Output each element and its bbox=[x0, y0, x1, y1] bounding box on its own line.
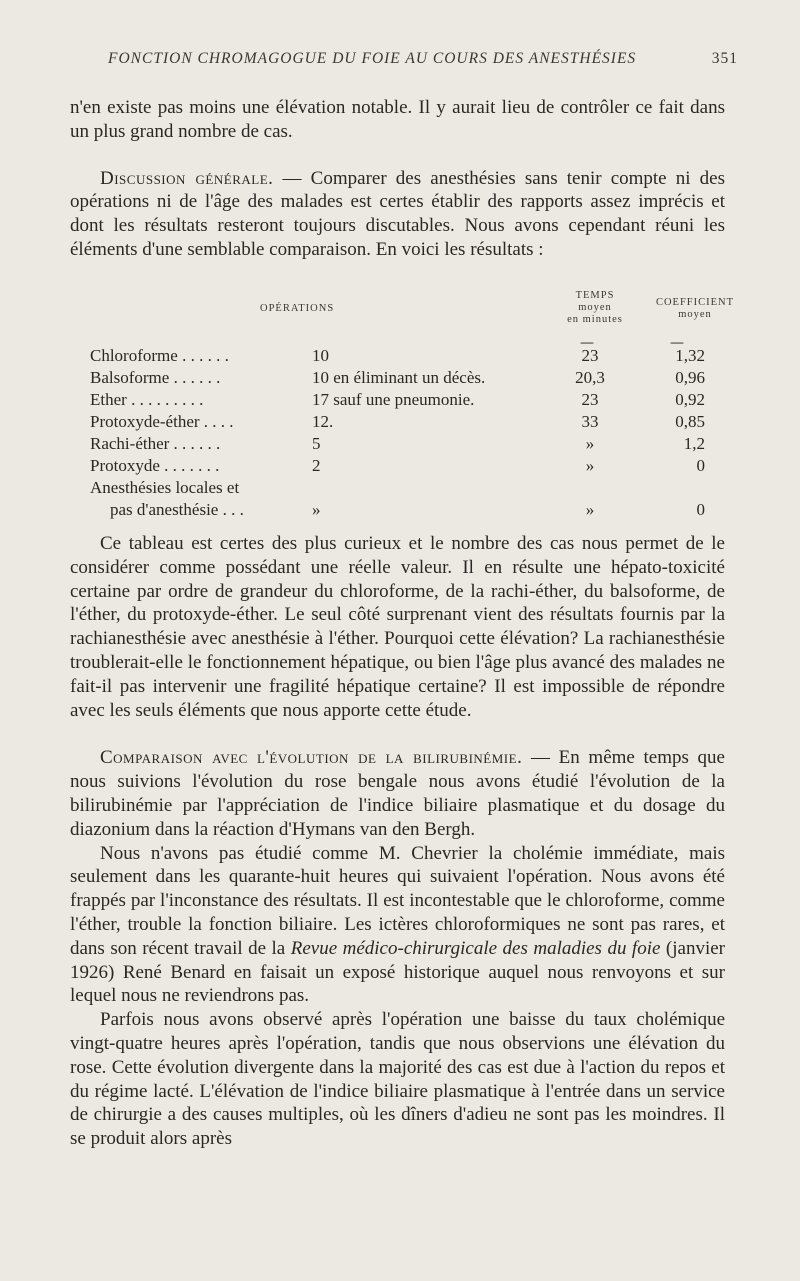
row-operations: 12. bbox=[312, 412, 334, 431]
section-heading-comparaison: Comparaison avec l'évolution de la bilirubinémie. bbox=[100, 747, 523, 769]
row-operations: 17 sauf une pneumonie. bbox=[312, 390, 475, 409]
text-block-bottom bbox=[70, 532, 725, 1151]
header-temps-line3: en minutes bbox=[567, 314, 623, 325]
paragraph-tableau: Ce tableau est certes des plus curieux et le nombre des cas nous permet de le considérer comme possédant une réelle valeur. Il en résulte une hépato-toxicité certaine par ordre de grandeur du chloroforme, de la rachi-éther, du balsoforme, de l'éther, du protoxyde-éther. Le seul côté surprenant vient des résultats fournis par la rachianesthésie avec anesthésie à l'éther. Pourquoi cette élévation? La rachianesthésie troublerait-elle le fonctionnement hépatique, ou bien l'âge plus avancé des malades ne fait-il pas intervenir une fragilité hépatique certaine? Il est impossible de répondre avec les seuls éléments que nous apporte cette étude. bbox=[70, 533, 725, 721]
comparaison-body: — En même temps que nous suivions l'évolution du rose bengale nous avons étudié l'évolution de la bilirubinémie par l'appréciation de l'indice biliaire plasmatique et du dosage du diazonium dans la réaction d'Hymans van den Bergh. bbox=[70, 747, 725, 840]
row-coefficient: 1,32 bbox=[675, 346, 705, 365]
row-temps: » bbox=[585, 434, 595, 453]
page-number: 351 bbox=[711, 50, 738, 67]
row-operations: 5 bbox=[312, 434, 321, 453]
row-temps: » bbox=[585, 500, 595, 519]
table-row bbox=[90, 367, 730, 389]
row-anesthetic: Ether . . . . . . . . . bbox=[90, 390, 204, 409]
chevrier-text-after: (janvier 1926) René Benard en faisait un exposé historique auquel nous renvoyons et sur lequel nous ne reviendrons pas. bbox=[70, 937, 725, 1007]
temps-dash: — bbox=[580, 335, 594, 351]
row-operations: 10 bbox=[312, 346, 329, 365]
row-anesthetic-line1: Anesthésies locales et bbox=[90, 478, 240, 497]
paragraph-continuation: n'en existe pas moins une élévation notable. Il y aurait lieu de contrôler ce fait dans un plus grand nombre de cas. bbox=[70, 97, 725, 142]
row-temps: 33 bbox=[581, 412, 599, 431]
row-coefficient: 0,92 bbox=[675, 390, 705, 409]
row-anesthetic-line2: pas d'anesthésie . . . bbox=[110, 500, 244, 519]
row-anesthetic: Chloroforme . . . . . . bbox=[90, 346, 229, 365]
header-temps bbox=[550, 290, 640, 326]
row-temps: 20,3 bbox=[575, 368, 605, 387]
row-anesthetic: Protoxyde-éther . . . . bbox=[90, 412, 234, 431]
row-anesthetic: Rachi-éther . . . . . . bbox=[90, 434, 221, 453]
table-row bbox=[90, 389, 730, 411]
chevrier-text-before: Nous n'avons pas étudié comme M. Chevrier la cholémie immédiate, mais seulement dans les quarante-huit heures qui suivaient l'opération. Nous avons été frappés par l'inconstance des résultats. Il est incontestable que le chloroforme, comme l'éther, trouble la fonction biliaire. Les ictères chloroformiques ne sont pas rares, et dans son récent travail de la bbox=[70, 842, 725, 959]
row-temps: 23 bbox=[581, 346, 599, 365]
row-anesthetic: Protoxyde . . . . . . . bbox=[90, 456, 220, 475]
coef-dash: — bbox=[670, 335, 684, 351]
header-operations: OPÉRATIONS bbox=[260, 303, 335, 314]
row-operations: 10 en éliminant un décès. bbox=[312, 368, 486, 387]
table-row bbox=[90, 477, 730, 499]
table-row bbox=[90, 499, 730, 521]
row-operations: » bbox=[312, 500, 321, 519]
discussion-body: — Comparer des anesthésies sans tenir compte ni des opérations ni de l'âge des malades est certes établir des rapports assez imprécis et dont les résultats resteront toujours discutables. Nous avons cependant réuni les éléments d'une semblable comparaison. En voici les résultats : bbox=[70, 167, 725, 260]
header-coef-line1: COEFFICIENT bbox=[655, 297, 735, 308]
section-heading-discussion: Discussion générale. bbox=[100, 167, 274, 189]
table-row bbox=[90, 455, 730, 477]
row-coefficient: 0,85 bbox=[675, 412, 705, 431]
header-temps-line1: TEMPS bbox=[575, 290, 615, 301]
row-temps: » bbox=[585, 456, 595, 475]
header-coef-line2: moyen bbox=[678, 309, 712, 320]
running-title: FONCTION CHROMAGOGUE DU FOIE AU COURS DES ANESTHÉSIES bbox=[108, 50, 637, 67]
running-header bbox=[108, 50, 738, 68]
row-anesthetic: Balsoforme . . . . . . bbox=[90, 368, 221, 387]
row-operations: 2 bbox=[312, 456, 321, 475]
header-temps-line2: moyen bbox=[578, 302, 612, 313]
row-coefficient: 0 bbox=[696, 500, 705, 519]
table-row bbox=[90, 411, 730, 433]
paragraph-chevrier bbox=[70, 842, 725, 1009]
table-row bbox=[90, 433, 730, 455]
row-coefficient: 0 bbox=[696, 456, 705, 475]
paragraph-comparaison bbox=[70, 746, 725, 841]
paragraph-discussion bbox=[70, 167, 725, 262]
row-coefficient: 0,96 bbox=[675, 368, 705, 387]
table-row bbox=[90, 345, 730, 367]
paragraph-parfois: Parfois nous avons observé après l'opération une baisse du taux cholémique vingt-quatre heures après l'opération, tandis que nous observions une élévation du rose. Cette évolution divergente dans la majorité des cas est due à l'action du repos et du régime lacté. L'élévation de l'indice biliaire plasmatique à l'entrée dans un service de chirurgie a des causes multiples, où les dîners d'adieu ne sont pas les moindres. Il se produit alors après bbox=[70, 1009, 725, 1150]
row-temps: 23 bbox=[581, 390, 599, 409]
header-coefficient bbox=[645, 297, 745, 321]
journal-title: Revue médico-chirurgicale des maladies du foie bbox=[290, 937, 661, 959]
row-coefficient: 1,2 bbox=[683, 434, 705, 453]
text-block-top bbox=[70, 96, 725, 262]
